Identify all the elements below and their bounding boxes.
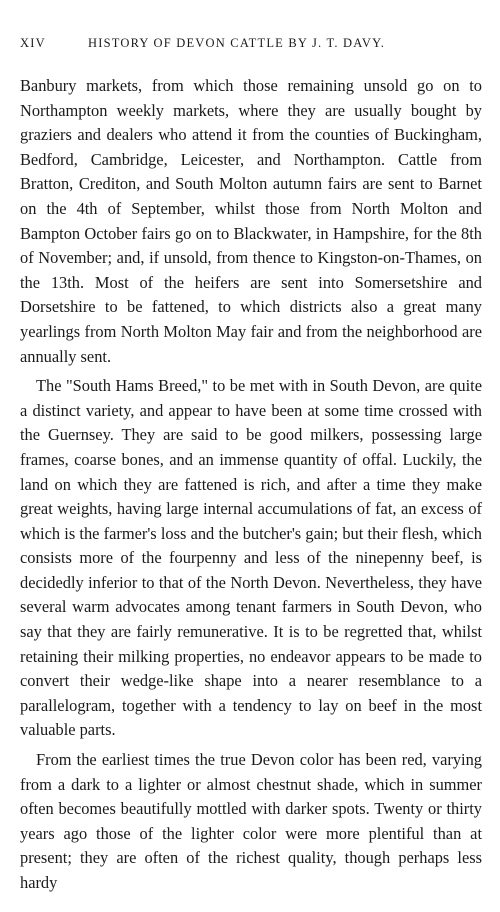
running-head [20,36,482,56]
page-folio: XIV [20,36,46,50]
paragraph-south-hams: The "South Hams Breed," to be met with in South Devon, are quite a distinct variety, and appear to have been at some time crossed with the Guernsey. They are said to be good milkers, possessing large frames, coarse bones, and an immense quantity of offal. Luckily, the land on which they are fattened is rich, and after a time they make great weights, having large internal accumulations of fat, an excess of which is the farmer's loss and the butcher's gain; but their flesh, which consists more of the fourpenny and less of the ninepenny beef, is decidedly inferior to that of the North Devon. Nevertheless, they have several warm advocates among tenant farmers in South Devon, who say that they are fairly remunerative. It is to be regretted that, whilst retaining their milking properties, no endeavor appears to be made to convert their wedge-like shape into a nearer resemblance to a parallelogram, together with a tendency to lay on beef in the most valuable parts. [20,376,482,740]
running-title: HISTORY OF DEVON CATTLE BY J. T. DAVY. [88,36,386,50]
paragraph-devon-color: From the earliest times the true Devon color has been red, varying from a dark to a lighter or almost chestnut shade, which in summer often becomes beautifully mottled with darker spots. Twenty or thirty years ago those of the lighter color were more plentiful than at present; they are often of the richest quality, though perhaps less hardy [20,750,482,892]
paragraph-continued: Banbury markets, from which those remaining unsold go on to Northampton weekly markets, where they are usually bought by graziers and dealers who attend it from the counties of Buckingham, Bedford, Cambridge, Leicester, and Northampton. Cattle from Bratton, Crediton, and South Molton autumn fairs are sent to Barnet on the 4th of September, whilst those from North Molton and Bampton October fairs go on to Blackwater, in Hampshire, for the 8th of November; and, if unsold, from thence to Kingston-on-Thames, on the 13th. Most of the heifers are sent into Somersetshire and Dorsetshire to be fattened, to which districts also a great many yearlings from North Molton May fair and from the neighborhood are annually sent. [20,76,482,366]
body-text [20,74,482,896]
